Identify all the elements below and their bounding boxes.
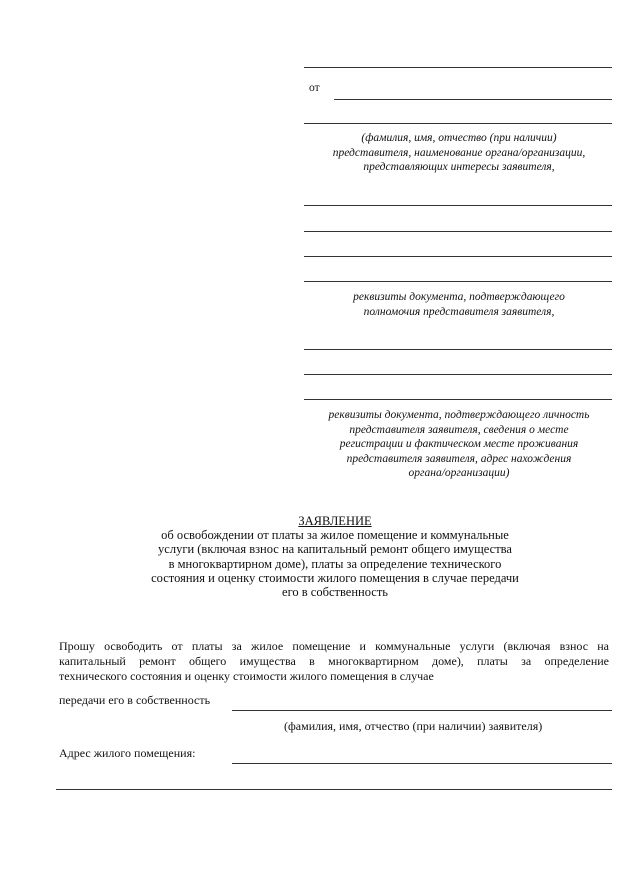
caption-line: органа/организации) bbox=[408, 467, 510, 480]
blank-line-identity-2[interactable] bbox=[304, 374, 612, 375]
blank-line-details-1[interactable] bbox=[304, 205, 612, 206]
blank-line-details-3[interactable] bbox=[304, 256, 612, 257]
caption-representative bbox=[300, 131, 618, 175]
caption-authority-document bbox=[300, 290, 618, 319]
blank-line-representative[interactable] bbox=[304, 123, 612, 124]
blank-line-address-2[interactable] bbox=[56, 789, 612, 790]
blank-line-details-4[interactable] bbox=[304, 281, 612, 282]
applicant-caption: (фамилия, имя, отчество (при наличии) заявителя) bbox=[284, 719, 543, 733]
title-heading: ЗАЯВЛЕНИЕ bbox=[298, 514, 372, 528]
paragraph-line: капитальный ремонт общего имущества в многоквартирном доме), платы за определение bbox=[59, 654, 609, 669]
caption-line: реквизиты документа, подтверждающего bbox=[353, 291, 565, 303]
blank-line-identity-1[interactable] bbox=[304, 349, 612, 350]
blank-line-identity-3[interactable] bbox=[304, 399, 612, 400]
title-line: в многоквартирном доме), платы за определение технического bbox=[168, 556, 502, 571]
paragraph-line: Прошу освободить от платы за жилое помещение и коммунальные услуги (включая взнос на bbox=[59, 639, 609, 653]
blank-line-applicant-name[interactable] bbox=[232, 710, 612, 711]
caption-line: представителя, наименование органа/организации, bbox=[332, 146, 586, 159]
caption-line: (фамилия, имя, отчество (при наличии) bbox=[361, 132, 557, 144]
blank-line-recipient[interactable] bbox=[304, 67, 612, 68]
title-line: состояния и оценку стоимости жилого помещения в случае передачи bbox=[151, 570, 519, 585]
title-line: услуги (включая взнос на капитальный ремонт общего имущества bbox=[158, 542, 512, 557]
title-line: его в собственность bbox=[282, 585, 388, 600]
blank-line-details-2[interactable] bbox=[304, 231, 612, 232]
caption-line: реквизиты документа, подтверждающего личность bbox=[328, 409, 590, 421]
transfer-label: передачи его в собственность bbox=[59, 693, 211, 707]
caption-line: представителя заявителя, сведения о месте bbox=[349, 423, 569, 436]
blank-line-address-1[interactable] bbox=[232, 763, 612, 764]
address-label: Адрес жилого помещения: bbox=[59, 746, 196, 760]
caption-line: регистрации и фактическом месте проживания bbox=[339, 438, 579, 451]
caption-line: полномочия представителя заявителя, bbox=[363, 305, 555, 318]
from-label: от bbox=[309, 82, 320, 94]
request-paragraph bbox=[59, 639, 609, 685]
caption-identity-document bbox=[300, 408, 618, 481]
paragraph-line: технического состояния и оценку стоимости жилого помещения в случае bbox=[59, 669, 434, 684]
title-line: об освобождении от платы за жилое помещение и коммунальные bbox=[161, 528, 509, 543]
document-title bbox=[100, 514, 570, 599]
caption-line: представляющих интересы заявителя, bbox=[363, 161, 555, 174]
caption-line: представителя заявителя, адрес нахождения bbox=[346, 452, 572, 465]
blank-line-from[interactable] bbox=[334, 99, 612, 100]
